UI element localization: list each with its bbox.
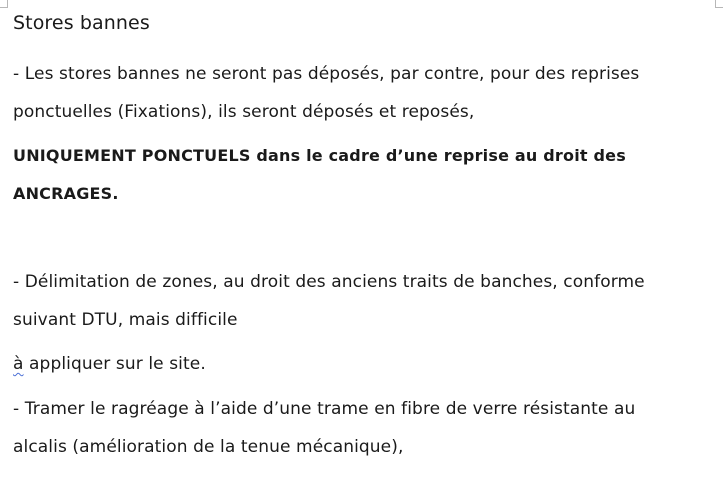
spellcheck-flagged-word[interactable]: à: [13, 354, 24, 374]
margin-corner-mark-right: [715, 0, 723, 8]
text-line-p5-2[interactable]: alcalis (amélioration de la tenue mécanique),: [13, 437, 404, 457]
text-line-p4[interactable]: [13, 352, 206, 376]
text-line-p3-2[interactable]: suivant DTU, mais difficile: [13, 310, 238, 330]
text-line-p2-2[interactable]: ANCRAGES.: [13, 184, 119, 203]
text-line-p5-1[interactable]: - Tramer le ragréage à l’aide d’une trame en fibre de verre résistante au: [13, 399, 636, 419]
margin-corner-mark-left: [0, 0, 8, 8]
text-line-p2-1[interactable]: UNIQUEMENT PONCTUELS dans le cadre d’une reprise au droit des: [13, 146, 626, 165]
section-heading[interactable]: Stores bannes: [13, 12, 150, 34]
text-line-p4-rest: appliquer sur le site.: [23, 354, 206, 374]
text-line-p1-2[interactable]: ponctuelles (Fixations), ils seront déposés et reposés,: [13, 102, 475, 122]
text-line-p3-1[interactable]: - Délimitation de zones, au droit des anciens traits de banches, conforme: [13, 272, 645, 292]
text-line-p1-1[interactable]: - Les stores bannes ne seront pas déposés, par contre, pour des reprises: [13, 64, 640, 84]
